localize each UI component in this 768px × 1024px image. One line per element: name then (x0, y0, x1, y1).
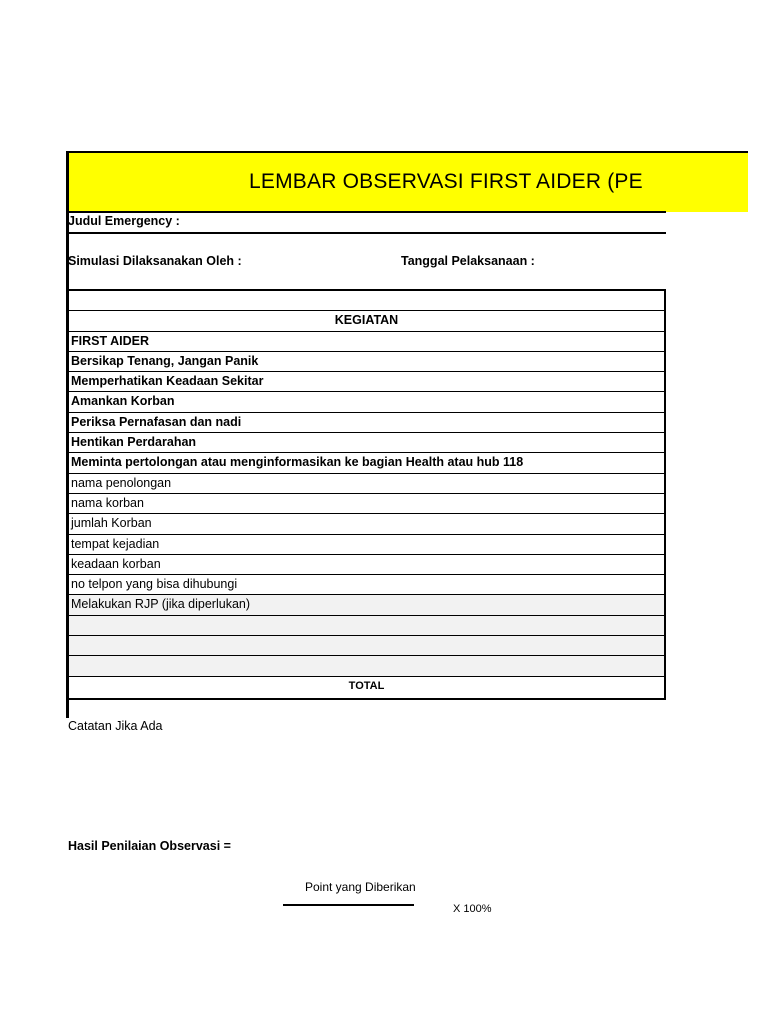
judul-emergency-label: Judul Emergency : (68, 214, 180, 228)
table-row: jumlah Korban (69, 514, 664, 534)
formula-multiplier: X 100% (453, 903, 492, 915)
catatan-label: Catatan Jika Ada (68, 719, 163, 733)
table-row: nama korban (69, 494, 664, 514)
table-row: tempat kejadian (69, 535, 664, 555)
divider-line (66, 232, 666, 234)
hasil-penilaian-label: Hasil Penilaian Observasi = (68, 839, 231, 853)
fraction-line (283, 904, 414, 906)
divider-line (66, 211, 666, 213)
table-row: Amankan Korban (69, 392, 664, 412)
table-row: nama penolongan (69, 474, 664, 494)
table-row: FIRST AIDER (69, 332, 664, 352)
table-row: no telpon yang bisa dihubungi (69, 575, 664, 595)
simulasi-label: Simulasi Dilaksanakan Oleh : (68, 254, 242, 268)
tanggal-label: Tanggal Pelaksanaan : (401, 254, 535, 268)
title-banner (66, 151, 748, 212)
document-title: LEMBAR OBSERVASI FIRST AIDER (PE (249, 170, 643, 193)
formula-numerator: Point yang Diberikan (305, 880, 416, 894)
total-row: TOTAL (348, 679, 385, 692)
table-row: Periksa Pernafasan dan nadi (69, 413, 664, 433)
kegiatan-header: KEGIATAN (69, 311, 664, 331)
table-row: keadaan korban (69, 555, 664, 575)
table-blank-row (69, 636, 664, 656)
table-blank-row (69, 656, 664, 676)
table-row: Memperhatikan Keadaan Sekitar (69, 372, 664, 392)
table-blank-row (69, 291, 664, 311)
table-row: Bersikap Tenang, Jangan Panik (69, 352, 664, 372)
table-row: Melakukan RJP (jika diperlukan) (69, 595, 664, 615)
table-row: Hentikan Perdarahan (69, 433, 664, 453)
table-blank-row (69, 616, 664, 636)
kegiatan-table (67, 289, 666, 700)
table-row: Meminta pertolongan atau menginformasikan ke bagian Health atau hub 118 (69, 453, 664, 473)
